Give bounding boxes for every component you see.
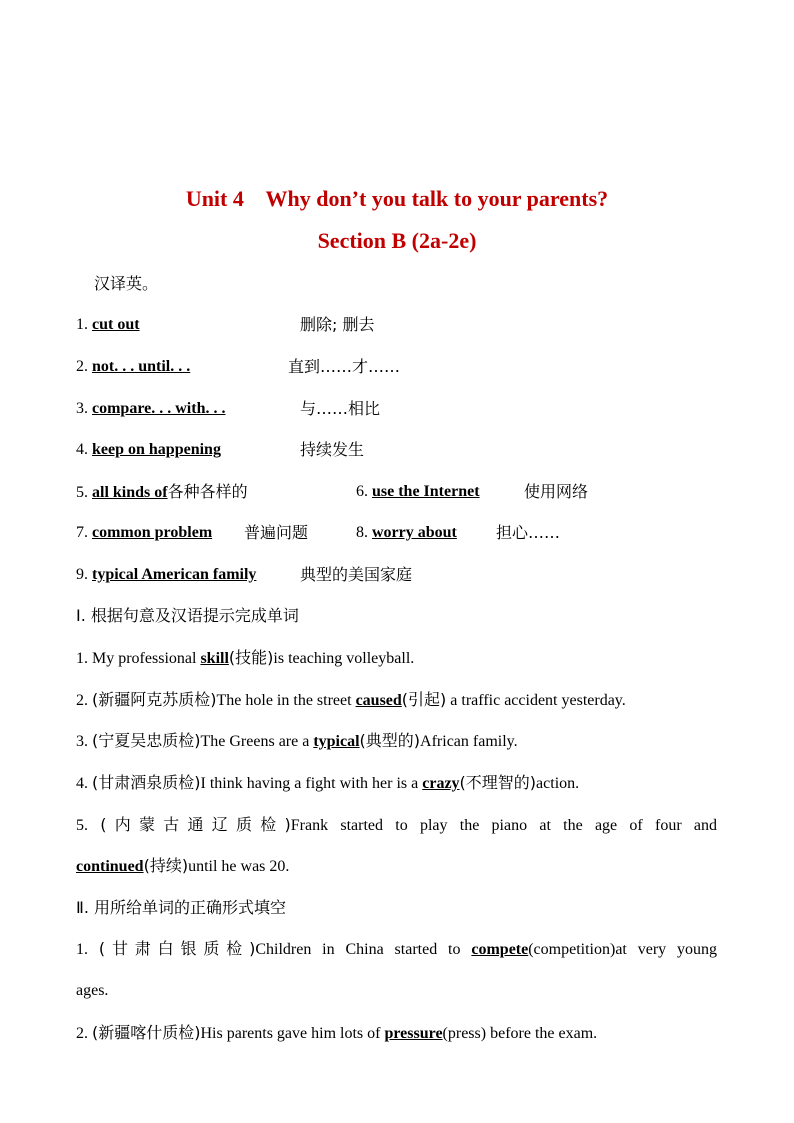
sentence-text: until he was 20. (188, 858, 290, 875)
answer: typical (313, 733, 360, 750)
exercise-item (76, 731, 518, 752)
chinese-meaning: 典型的美国家庭 (300, 565, 413, 584)
item-number: 6. (356, 483, 372, 500)
hint: (典型的) (359, 731, 421, 750)
item-number: 1. (76, 941, 99, 958)
vocab-item (356, 482, 589, 502)
vocab-item (76, 565, 413, 585)
chinese-meaning: 各种各样的 (167, 482, 248, 501)
item-number: 3. (76, 400, 92, 417)
vocab-item (76, 523, 309, 543)
sentence-text: Children in China started to (255, 941, 472, 958)
hint: (不理智的) (459, 773, 537, 792)
chinese-meaning: 担心…… (496, 523, 561, 542)
source-tag: (宁夏吴忠质检) (92, 731, 201, 750)
answer: continued (76, 858, 144, 875)
sentence-text: before the exam. (486, 1025, 598, 1042)
hint: (持续) (143, 856, 189, 875)
section-title: Section B (2a-2e) (317, 228, 477, 253)
answer: typical American family (92, 566, 257, 583)
chinese-meaning: 与……相比 (300, 399, 381, 418)
exercise-item-continuation: ages. (76, 982, 109, 999)
sentence-text: action. (536, 775, 580, 792)
vocab-item (76, 357, 401, 377)
section-two-heading: Ⅱ. 用所给单词的正确形式填空 (76, 898, 287, 917)
hint: (技能) (228, 648, 274, 667)
unit-title: Unit 4 Why don’t you talk to your parents? (185, 186, 609, 211)
sentence-text: The Greens are a (200, 733, 314, 750)
answer: skill (200, 650, 229, 667)
exercise-item (76, 939, 717, 960)
exercise-item (76, 815, 717, 836)
answer: compare. . . with. . . (92, 400, 226, 417)
source-tag: (新疆喀什质检) (92, 1023, 201, 1042)
chinese-meaning: 使用网络 (524, 482, 589, 501)
answer: not. . . until. . . (92, 358, 191, 375)
chinese-meaning: 直到……才…… (288, 357, 401, 376)
item-number: 4. (76, 775, 92, 792)
sentence-text: at very young (615, 941, 717, 958)
sentence-text: The hole in the street (216, 692, 356, 709)
source-tag: (新疆阿克苏质检) (92, 690, 217, 709)
answer: keep on happening (92, 441, 221, 458)
item-number: 7. (76, 524, 92, 541)
answer: common problem (92, 524, 213, 541)
answer: compete (471, 941, 529, 958)
item-number: 8. (356, 524, 372, 541)
answer: worry about (372, 524, 457, 541)
item-number: 9. (76, 566, 92, 583)
sentence-text: I think having a fight with her is a (200, 775, 423, 792)
sentence-text: His parents gave him lots of (200, 1025, 385, 1042)
vocab-item (76, 482, 248, 503)
exercise-item (76, 690, 626, 711)
section-one-heading: Ⅰ. 根据句意及汉语提示完成单词 (76, 606, 299, 625)
item-number: 5. (76, 817, 101, 834)
source-tag: (内蒙古通辽质检) (100, 815, 291, 834)
answer: pressure (384, 1025, 443, 1042)
item-number: 3. (76, 733, 92, 750)
item-number: 2. (76, 692, 92, 709)
exercise-item (76, 773, 579, 794)
hint: (引起) (401, 690, 447, 709)
item-number: 5. (76, 484, 92, 501)
chinese-meaning: 普遍问题 (244, 523, 309, 542)
exercise-item-continuation (76, 856, 289, 877)
translation-heading: 汉译英。 (94, 274, 159, 293)
answer: all kinds of (92, 484, 168, 501)
chinese-meaning: 持续发生 (300, 440, 365, 459)
chinese-meaning: 删除; 删去 (300, 315, 375, 334)
item-number: 1. (76, 316, 92, 333)
exercise-item (76, 1023, 597, 1044)
answer: use the Internet (372, 483, 480, 500)
hint: (competition) (528, 941, 616, 958)
sentence-text: My professional (92, 650, 201, 667)
answer: crazy (422, 775, 460, 792)
vocab-item (76, 315, 375, 335)
item-number: 2. (76, 358, 92, 375)
exercise-item (76, 648, 414, 669)
answer: cut out (92, 316, 140, 333)
item-number: 2. (76, 1025, 92, 1042)
vocab-item (356, 523, 561, 543)
sentence-text: Frank started to play the piano at the age of four and (290, 817, 718, 834)
sentence-text: African family. (420, 733, 518, 750)
hint: (press) (442, 1025, 487, 1042)
source-tag: (甘肃酒泉质检) (92, 773, 201, 792)
source-tag: (甘肃白银质检) (98, 939, 256, 958)
answer: caused (355, 692, 402, 709)
sentence-text: is teaching volleyball. (273, 650, 415, 667)
item-number: 1. (76, 650, 92, 667)
sentence-text: a traffic accident yesterday. (446, 692, 626, 709)
vocab-item (76, 399, 381, 419)
vocab-item (76, 440, 365, 460)
item-number: 4. (76, 441, 92, 458)
